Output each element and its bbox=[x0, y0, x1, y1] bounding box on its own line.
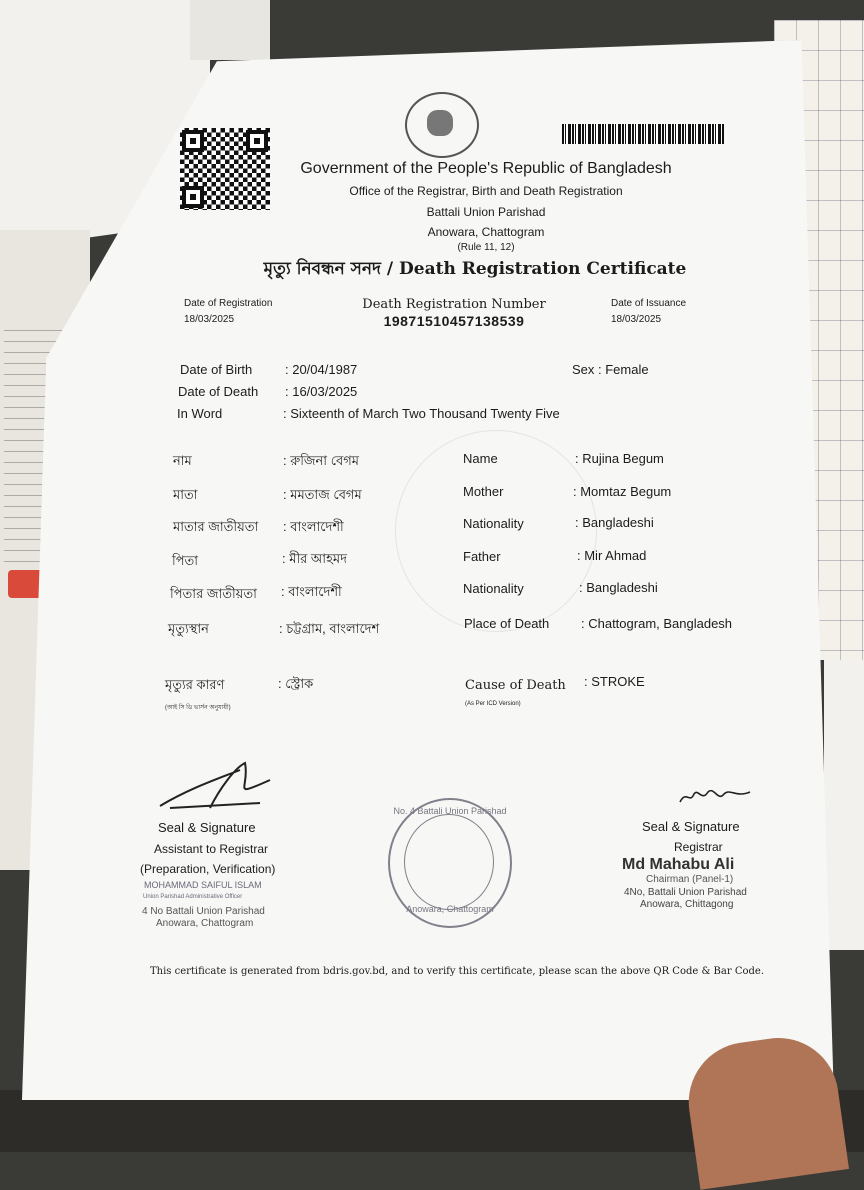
field-bn-value: : রুজিনা বেগম bbox=[283, 453, 359, 468]
rule-reference: (Rule 11, 12) bbox=[457, 242, 515, 253]
field-en-value: : Mir Ahmad bbox=[577, 548, 647, 563]
qr-code[interactable] bbox=[180, 128, 270, 210]
field-bn-value: : বাংলাদেশী bbox=[283, 519, 344, 534]
issuance-date-label: Date of Issuance bbox=[611, 298, 687, 309]
verification-note: This certificate is generated from bdris.gov.bd, and to verify this certificate, please scan the above QR Code & Bar Code. bbox=[150, 966, 764, 977]
barcode[interactable] bbox=[562, 124, 724, 144]
left-name-stamp: MOHAMMAD SAIFUL ISLAM bbox=[144, 880, 262, 890]
field-bn-label: মাতার জাতীয়তা bbox=[173, 519, 259, 534]
cause-bn-label: মৃত্যুর কারণ bbox=[165, 677, 225, 692]
union-parishad-seal bbox=[388, 798, 512, 928]
field-en-label: Nationality bbox=[463, 516, 524, 531]
assistant-signature bbox=[150, 758, 280, 818]
sex-value: Sex : Female bbox=[572, 362, 649, 377]
cause-bn-note: (আই সি ডি ভার্সন অনুযায়ী) bbox=[165, 705, 231, 711]
left-place-stamp: 4 No Battali Union Parishad bbox=[142, 906, 265, 917]
cause-en-label: Cause of Death bbox=[465, 678, 566, 693]
cause-bn-value: : স্ট্রোক bbox=[278, 676, 314, 691]
inword-value: : Sixteenth of March Two Thousand Twenty Five bbox=[283, 406, 560, 421]
dob-value: : 20/04/1987 bbox=[285, 362, 358, 377]
field-bn-value: : চট্টগ্রাম, বাংলাদেশ bbox=[279, 621, 380, 636]
left-seal-signature: Seal & Signature bbox=[158, 820, 256, 835]
dod-label: Date of Death bbox=[178, 384, 259, 399]
field-en-value: : Rujina Begum bbox=[575, 451, 664, 466]
left-role: Assistant to Registrar bbox=[154, 842, 269, 856]
registrar-place-stamp: Anowara, Chittagong bbox=[640, 899, 734, 910]
office-name: Office of the Registrar, Birth and Death Registration bbox=[349, 184, 623, 198]
registrar-signature bbox=[676, 784, 766, 814]
office-location: Anowara, Chattogram bbox=[427, 225, 545, 239]
registrar-name-stamp: Md Mahabu Ali bbox=[622, 856, 735, 873]
field-en-value: : Chattogram, Bangladesh bbox=[581, 616, 733, 631]
field-en-value: : Bangladeshi bbox=[579, 580, 658, 595]
field-bn-label: পিতা bbox=[172, 553, 199, 568]
cause-en-note: (As Per ICD Version) bbox=[465, 701, 521, 707]
left-subrole: (Preparation, Verification) bbox=[140, 862, 276, 876]
field-bn-label: নাম bbox=[173, 453, 192, 468]
registrar-place-stamp: 4No, Battali Union Parishad bbox=[624, 887, 747, 898]
field-bn-label: মাতা bbox=[173, 487, 198, 502]
field-en-label: Name bbox=[463, 451, 498, 466]
field-bn-value: : বাংলাদেশী bbox=[281, 584, 342, 599]
registration-number-value: 19871510457138539 bbox=[383, 313, 525, 329]
field-bn-label: মৃত্যুস্থান bbox=[168, 621, 209, 636]
dob-label: Date of Birth bbox=[180, 362, 253, 377]
cause-en-value: : STROKE bbox=[584, 674, 645, 689]
right-role: Registrar bbox=[674, 840, 723, 854]
right-seal-signature: Seal & Signature bbox=[642, 819, 740, 834]
field-en-label: Place of Death bbox=[464, 616, 550, 631]
government-emblem-icon bbox=[405, 92, 479, 158]
registration-date-value: 18/03/2025 bbox=[184, 314, 235, 325]
field-bn-value: : মীর আহমদ bbox=[282, 551, 347, 566]
left-designation-stamp: Union Parishad Administrative Officer bbox=[143, 894, 243, 900]
union-name: Battali Union Parishad bbox=[426, 205, 546, 219]
left-place-stamp: Anowara, Chattogram bbox=[156, 918, 254, 929]
issuance-date-value: 18/03/2025 bbox=[611, 314, 662, 325]
field-bn-label: পিতার জাতীয়তা bbox=[170, 586, 257, 601]
dod-value: : 16/03/2025 bbox=[285, 384, 358, 399]
field-en-label: Father bbox=[463, 549, 501, 564]
registration-number-label: Death Registration Number bbox=[362, 297, 546, 312]
field-en-value: : Momtaz Begum bbox=[573, 484, 672, 499]
seal-text-top: No. 4 Battali Union Parishad bbox=[393, 806, 507, 816]
gov-title: Government of the People's Republic of Bangladesh bbox=[300, 160, 672, 177]
field-en-label: Nationality bbox=[463, 581, 524, 596]
registration-date-label: Date of Registration bbox=[184, 298, 273, 309]
field-bn-value: : মমতাজ বেগম bbox=[283, 487, 362, 502]
field-en-value: : Bangladeshi bbox=[575, 515, 654, 530]
field-en-label: Mother bbox=[463, 484, 504, 499]
inword-label: In Word bbox=[177, 406, 223, 421]
certificate-title: মৃত্যু নিবন্ধন সনদ / Death Registration Certificate bbox=[263, 259, 687, 279]
registrar-designation-stamp: Chairman (Panel-1) bbox=[646, 874, 734, 885]
seal-text-bottom: Anowara, Chattogram bbox=[406, 904, 494, 914]
